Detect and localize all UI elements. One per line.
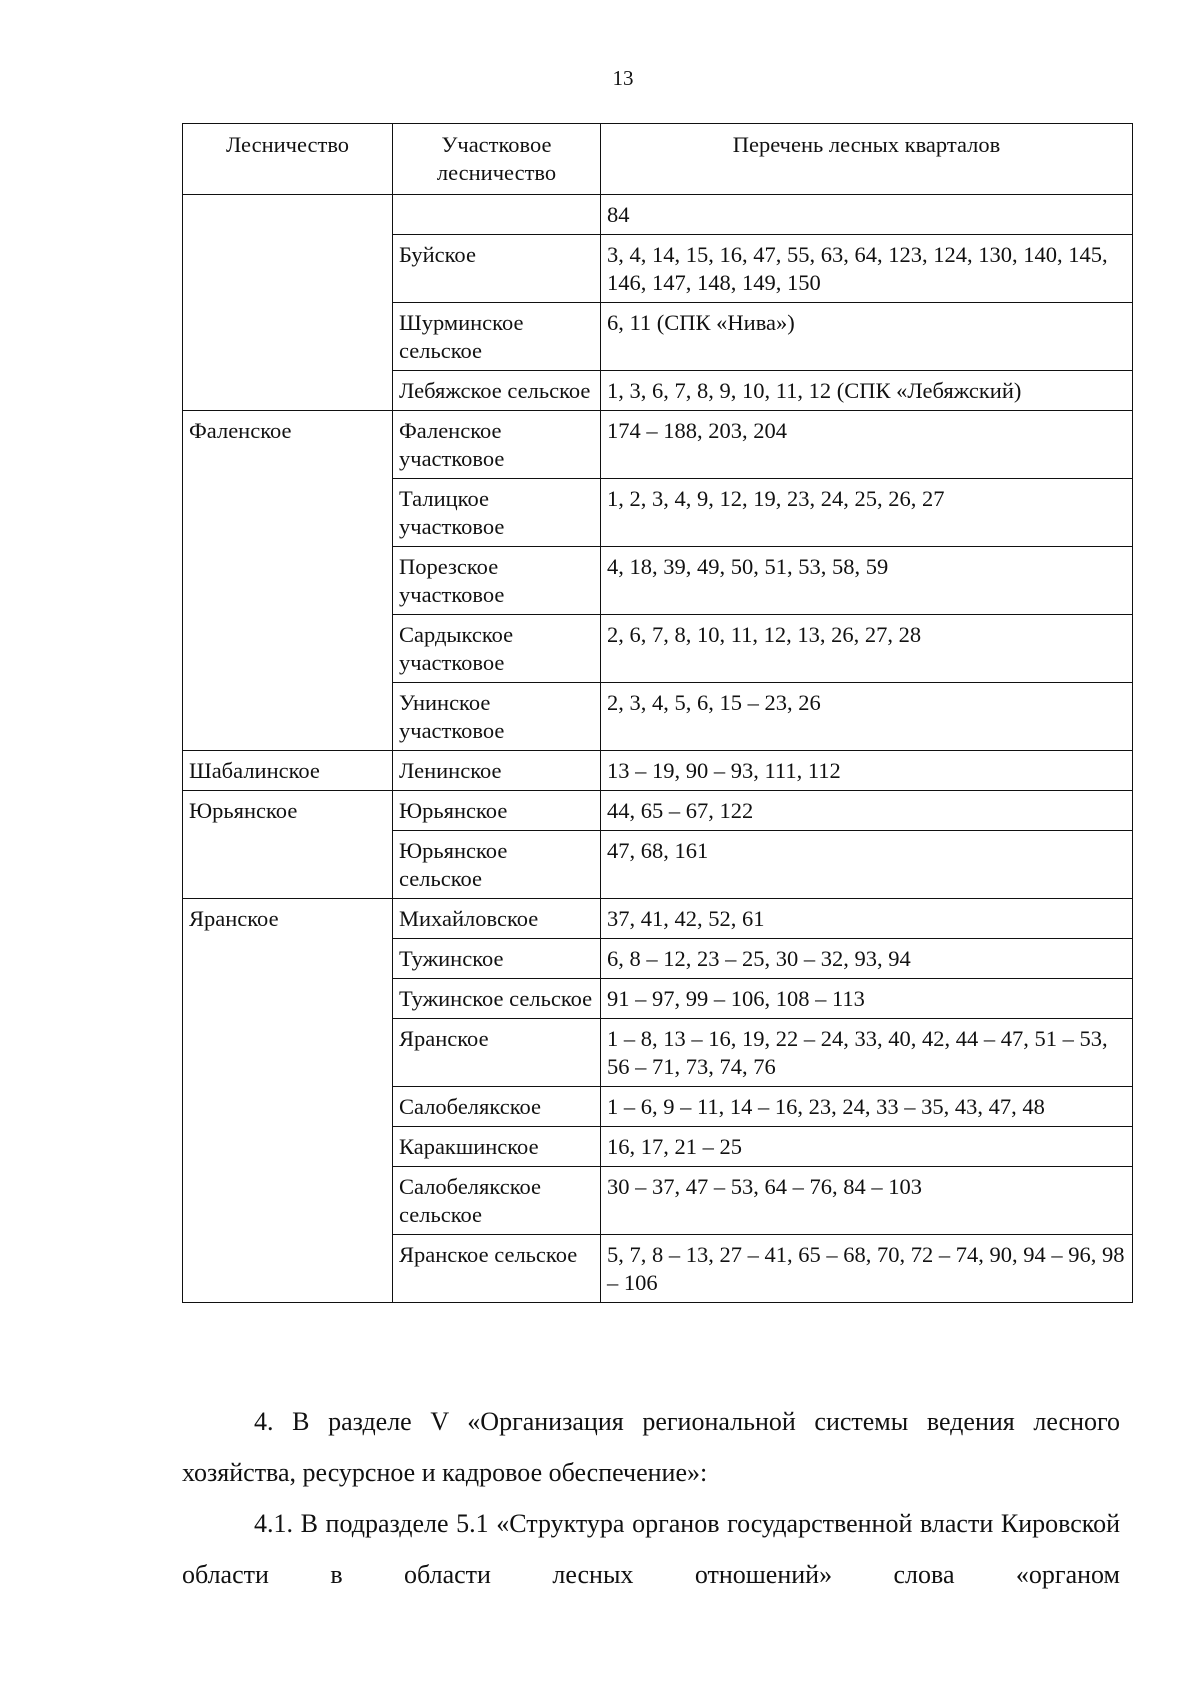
cell-quarters: 13 – 19, 90 – 93, 111, 112: [601, 751, 1133, 791]
header-district-forestry: Участковое лесничество: [393, 124, 601, 195]
cell-quarters: 1 – 6, 9 – 11, 14 – 16, 23, 24, 33 – 35, 43, 47, 48: [601, 1087, 1133, 1127]
paragraph-section-5: [182, 1396, 1120, 1498]
cell-district-forestry: Яранское: [393, 1019, 601, 1087]
header-quarters: Перечень лесных кварталов: [601, 124, 1133, 195]
cell-quarters: 4, 18, 39, 49, 50, 51, 53, 58, 59: [601, 547, 1133, 615]
table-row: [183, 791, 1133, 831]
cell-quarters: 1 – 8, 13 – 16, 19, 22 – 24, 33, 40, 42, 44 – 47, 51 – 53, 56 – 71, 73, 74, 76: [601, 1019, 1133, 1087]
cell-district-forestry: Салобелякское: [393, 1087, 601, 1127]
cell-district-forestry: Лебяжское сельское: [393, 371, 601, 411]
cell-forestry: Фаленское: [183, 411, 393, 751]
table-row: [183, 411, 1133, 479]
cell-district-forestry: Салобелякское сельское: [393, 1167, 601, 1235]
cell-forestry: Юрьянское: [183, 791, 393, 899]
cell-district-forestry: Шурминское сельское: [393, 303, 601, 371]
cell-forestry: [183, 195, 393, 411]
paragraph-text: 4. В разделе V «Организация региональной системы ведения лесного хозяйства, ресурсное и кадровое обеспечение»:: [182, 1407, 1120, 1487]
cell-district-forestry: Ленинское: [393, 751, 601, 791]
cell-district-forestry: Порезское участковое: [393, 547, 601, 615]
paragraph-subsection-5-1: [182, 1498, 1120, 1600]
table-row: [183, 899, 1133, 939]
cell-quarters: 44, 65 – 67, 122: [601, 791, 1133, 831]
cell-district-forestry: Сардыкское участковое: [393, 615, 601, 683]
cell-district-forestry: Талицкое участковое: [393, 479, 601, 547]
cell-district-forestry: Михайловское: [393, 899, 601, 939]
cell-forestry: Шабалинское: [183, 751, 393, 791]
cell-quarters: 1, 2, 3, 4, 9, 12, 19, 23, 24, 25, 26, 27: [601, 479, 1133, 547]
cell-district-forestry: Тужинское сельское: [393, 979, 601, 1019]
cell-quarters: 47, 68, 161: [601, 831, 1133, 899]
cell-quarters: 91 – 97, 99 – 106, 108 – 113: [601, 979, 1133, 1019]
cell-quarters: 6, 8 – 12, 23 – 25, 30 – 32, 93, 94: [601, 939, 1133, 979]
cell-district-forestry: Юрьянское сельское: [393, 831, 601, 899]
cell-quarters: 2, 3, 4, 5, 6, 15 – 23, 26: [601, 683, 1133, 751]
cell-quarters: 84: [601, 195, 1133, 235]
table-row: [183, 195, 1133, 235]
header-forestry: Лесничество: [183, 124, 393, 195]
cell-quarters: 37, 41, 42, 52, 61: [601, 899, 1133, 939]
forest-quarters-table: [182, 123, 1133, 1303]
table-header-row: [183, 124, 1133, 195]
cell-district-forestry: [393, 195, 601, 235]
cell-quarters: 174 – 188, 203, 204: [601, 411, 1133, 479]
cell-quarters: 5, 7, 8 – 13, 27 – 41, 65 – 68, 70, 72 – 74, 90, 94 – 96, 98 – 106: [601, 1235, 1133, 1303]
cell-district-forestry: Тужинское: [393, 939, 601, 979]
cell-district-forestry: Фаленское участковое: [393, 411, 601, 479]
cell-quarters: 6, 11 (СПК «Нива»): [601, 303, 1133, 371]
cell-district-forestry: Унинское участковое: [393, 683, 601, 751]
cell-district-forestry: Юрьянское: [393, 791, 601, 831]
cell-quarters: 1, 3, 6, 7, 8, 9, 10, 11, 12 (СПК «Лебяжский): [601, 371, 1133, 411]
table-body: [183, 195, 1133, 1303]
cell-district-forestry: Каракшинское: [393, 1127, 601, 1167]
cell-quarters: 3, 4, 14, 15, 16, 47, 55, 63, 64, 123, 124, 130, 140, 145, 146, 147, 148, 149, 150: [601, 235, 1133, 303]
paragraph-text: 4.1. В подразделе 5.1 «Структура органов государственной власти Кировской области в области лесных отношений» слова «органом: [182, 1509, 1120, 1589]
cell-quarters: 2, 6, 7, 8, 10, 11, 12, 13, 26, 27, 28: [601, 615, 1133, 683]
table-row: [183, 751, 1133, 791]
cell-district-forestry: Яранское сельское: [393, 1235, 601, 1303]
cell-forestry: Яранское: [183, 899, 393, 1303]
cell-quarters: 16, 17, 21 – 25: [601, 1127, 1133, 1167]
cell-quarters: 30 – 37, 47 – 53, 64 – 76, 84 – 103: [601, 1167, 1133, 1235]
cell-district-forestry: Буйское: [393, 235, 601, 303]
page-number: 13: [612, 66, 634, 90]
